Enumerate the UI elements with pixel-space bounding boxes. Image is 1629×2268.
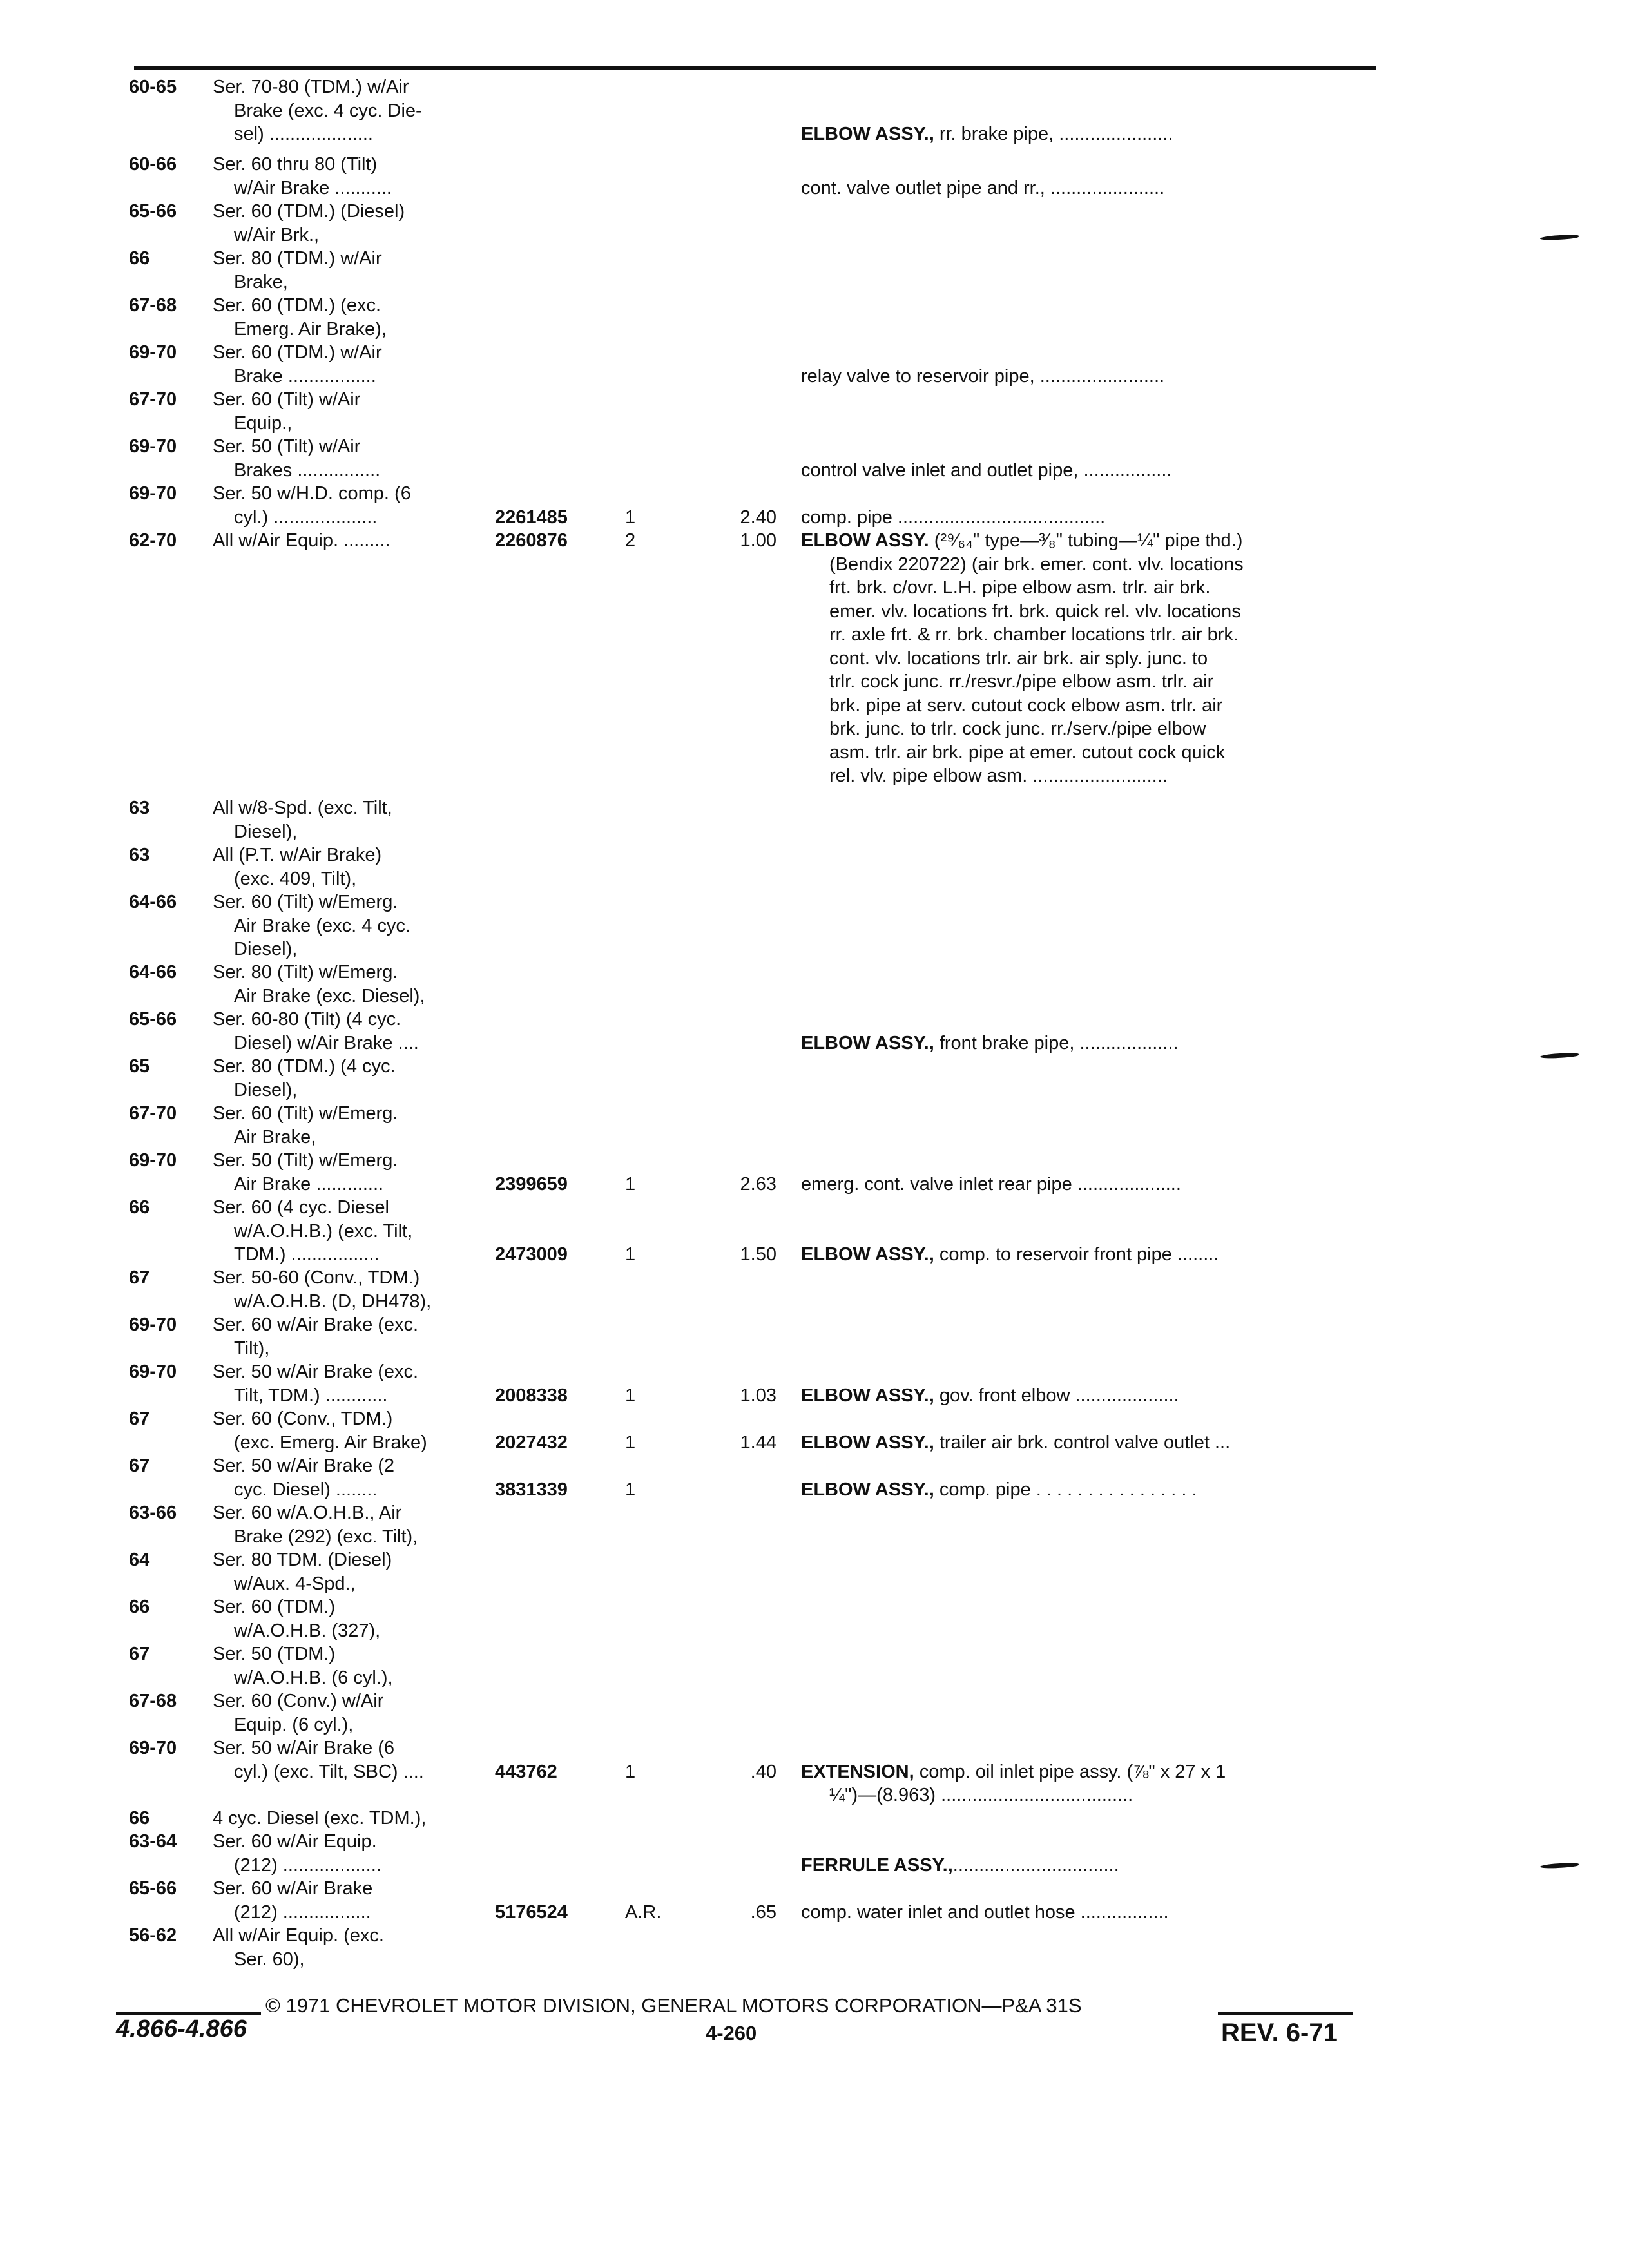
application-line: (212) ................... (234, 1854, 381, 1876)
application-line: Ser. 60 (Conv., TDM.) (213, 1408, 393, 1429)
model-year: 67-70 (129, 389, 177, 410)
item-detail: frt. brk. c/ovr. L.H. pipe elbow asm. trlr. air brk. (829, 577, 1211, 598)
application-line: cyl.) .................... (234, 506, 378, 528)
model-year: 65 (129, 1056, 150, 1077)
item-detail: comp. pipe ........................................ (801, 506, 1106, 528)
footer-revision: REV. 6-71 (1221, 2019, 1338, 2047)
application-line: All w/Air Equip. (exc. (213, 1925, 384, 1946)
model-year: 66 (129, 1197, 150, 1218)
application-line: Ser. 60 (Conv.) w/Air (213, 1691, 384, 1711)
application (213, 843, 490, 890)
model-year: 63-66 (129, 1503, 177, 1523)
application-line: Ser. 50 (Tilt) w/Air (213, 436, 361, 457)
application-line: (212) ................. (234, 1901, 371, 1923)
application-line: Ser. 50 w/H.D. comp. (6 (213, 483, 411, 504)
description-line (801, 1783, 1374, 1807)
application-line: Ser. 80 (Tilt) w/Emerg. (213, 962, 398, 983)
item-detail: (Bendix 220722) (air brk. emer. cont. vlv. locations (829, 553, 1244, 575)
description (801, 1901, 1374, 1925)
item-detail: emer. vlv. locations frt. brk. quick rel. vlv. locations (829, 601, 1241, 622)
footer-page-number: 4-260 (706, 2022, 757, 2044)
item-detail: brk. junc. to trlr. cock junc. rr./serv./pipe elbow (829, 718, 1206, 739)
part-number: 2260876 (495, 530, 568, 551)
footer-copyright-line (116, 1994, 1373, 2017)
part-number: 443762 (495, 1761, 557, 1782)
description-line (801, 365, 1374, 389)
application (213, 1149, 490, 1196)
footer-copyright: © 1971 CHEVROLET MOTOR DIVISION, GENERAL MOTORS CORPORATION—P&A 31S (265, 1994, 1082, 2017)
description-line (801, 576, 1374, 600)
application-line: All w/Air Equip. ......... (213, 530, 390, 551)
model-year: 64 (129, 1550, 150, 1570)
description (801, 1431, 1374, 1455)
application-line: Ser. 60 (Tilt) w/Air (213, 389, 361, 410)
item-name: ELBOW ASSY., (801, 1032, 934, 1053)
part-number: 2399659 (495, 1173, 568, 1195)
part-number: 2008338 (495, 1385, 568, 1406)
description (801, 1243, 1374, 1267)
item-detail: (²⁹⁄₆₄" type—³⁄₈" tubing—¼" pipe thd.) (929, 530, 1243, 551)
item-detail: comp. pipe . . . . . . . . . . . . . . . . (934, 1479, 1197, 1500)
list-price: 2.63 (740, 1173, 776, 1195)
application-line: Ser. 60-80 (Tilt) (4 cyc. (213, 1009, 401, 1030)
application-line: Brakes ................ (234, 459, 381, 481)
margin-tick-mark (1540, 234, 1579, 241)
list-price: 1.00 (740, 530, 776, 551)
application-line: (exc. 409, Tilt), (234, 868, 357, 889)
application-line: Ser. 60 (Tilt) w/Emerg. (213, 892, 398, 912)
item-detail: emerg. cont. valve inlet rear pipe .................... (801, 1173, 1181, 1195)
model-year: 67 (129, 1644, 150, 1664)
application (213, 200, 490, 247)
application-line: w/Air Brake ........... (234, 177, 392, 198)
model-year: 66 (129, 1808, 150, 1829)
model-year: 69-70 (129, 342, 177, 363)
application (213, 1008, 490, 1055)
application (213, 1102, 490, 1149)
application-line: (exc. Emerg. Air Brake) (234, 1432, 427, 1453)
description (801, 177, 1374, 200)
application-line: All w/8-Spd. (exc. Tilt, (213, 798, 392, 818)
item-name: ELBOW ASSY. (801, 530, 929, 551)
application (213, 1454, 490, 1501)
item-detail: ................................ (952, 1854, 1119, 1876)
application (213, 388, 490, 435)
application (213, 1736, 490, 1783)
description-line (801, 647, 1374, 671)
application (213, 1595, 490, 1642)
model-year: 63 (129, 798, 150, 818)
application-line: w/A.O.H.B. (6 cyl.), (234, 1667, 393, 1688)
application-line: Brake (292) (exc. Tilt), (234, 1526, 418, 1547)
description-line (801, 553, 1374, 577)
application (213, 75, 490, 146)
model-year: 67 (129, 1408, 150, 1429)
description (801, 1032, 1374, 1055)
list-price: 1.03 (740, 1385, 776, 1406)
model-year: 65-66 (129, 1009, 177, 1030)
application (213, 796, 490, 843)
application-line: Diesel) w/Air Brake .... (234, 1032, 419, 1053)
item-detail: rel. vlv. pipe elbow asm. .......................... (829, 765, 1168, 786)
margin-tick-mark (1540, 1862, 1579, 1869)
application-line: Ser. 60 (TDM.) (exc. (213, 295, 381, 316)
item-detail: control valve inlet and outlet pipe, ................. (801, 459, 1172, 481)
description (801, 1478, 1374, 1502)
application (213, 1877, 490, 1924)
quantity: 2 (625, 530, 636, 551)
application (213, 294, 490, 341)
application-line: Ser. 60 w/A.O.H.B., Air (213, 1503, 402, 1523)
list-price: .40 (750, 1761, 776, 1782)
application-line: Ser. 60 (Tilt) w/Emerg. (213, 1103, 398, 1124)
application (213, 482, 490, 529)
application-line: Emerg. Air Brake), (234, 318, 387, 340)
application-line: Ser. 80 TDM. (Diesel) (213, 1550, 392, 1570)
model-year: 62-70 (129, 530, 177, 551)
application-line: w/A.O.H.B. (D, DH478), (234, 1291, 432, 1312)
model-year: 66 (129, 248, 150, 269)
model-year: 66 (129, 1597, 150, 1617)
application (213, 1830, 490, 1877)
application (213, 1266, 490, 1313)
margin-tick-mark (1540, 1052, 1579, 1059)
quantity: 1 (625, 1385, 636, 1406)
application-line: Ser. 50-60 (Conv., TDM.) (213, 1267, 420, 1288)
part-number: 5176524 (495, 1901, 568, 1923)
quantity: 1 (625, 1173, 636, 1195)
application-line: Ser. 60 w/Air Equip. (213, 1831, 377, 1852)
footer-group-number: 4.866-4.866 (116, 2015, 247, 2042)
item-detail: ¼")—(8.963) ..................................... (829, 1785, 1133, 1805)
item-detail: comp. to reservoir front pipe ........ (934, 1244, 1219, 1265)
application-line: Brake (exc. 4 cyc. Die- (234, 100, 422, 121)
description (801, 365, 1374, 389)
description (801, 529, 1374, 788)
part-number: 3831339 (495, 1479, 568, 1500)
description (801, 1384, 1374, 1408)
description-line (801, 670, 1374, 694)
application-line: Ser. 60 (4 cyc. Diesel (213, 1197, 389, 1218)
application (213, 1642, 490, 1689)
application-line: Ser. 60 (TDM.) (Diesel) (213, 201, 405, 222)
application (213, 1055, 490, 1102)
application-line: Brake ................. (234, 365, 376, 387)
model-year: 67 (129, 1456, 150, 1476)
application (213, 1196, 490, 1267)
description (801, 1760, 1374, 1807)
application-line: w/Aux. 4-Spd., (234, 1573, 356, 1594)
application-line: Ser. 50 (TDM.) (213, 1644, 336, 1664)
application (213, 529, 490, 553)
application (213, 153, 490, 200)
top-rule (134, 66, 1376, 70)
item-detail: relay valve to reservoir pipe, ........................ (801, 365, 1165, 387)
application (213, 1313, 490, 1360)
application-line: Equip. (6 cyl.), (234, 1714, 354, 1735)
model-year: 67 (129, 1267, 150, 1288)
description-line (801, 623, 1374, 647)
model-year: 65-66 (129, 1878, 177, 1899)
description (801, 122, 1374, 146)
item-detail: trailer air brk. control valve outlet ... (934, 1432, 1231, 1453)
item-name: FERRULE ASSY., (801, 1854, 953, 1876)
description-line (801, 1901, 1374, 1925)
application-line: Ser. 50 w/Air Brake (2 (213, 1456, 395, 1476)
model-year: 69-70 (129, 1738, 177, 1758)
description-line (801, 764, 1374, 788)
application-line: Ser. 60), (234, 1948, 305, 1970)
application-line: Ser. 50 w/Air Brake (exc. (213, 1361, 419, 1382)
description (801, 506, 1374, 530)
part-number: 2473009 (495, 1244, 568, 1265)
description-line (801, 122, 1374, 146)
model-year: 60-66 (129, 154, 177, 175)
application-line: TDM.) ................. (234, 1244, 380, 1265)
footer-rule-right (1218, 2012, 1353, 2015)
application-line: Diesel), (234, 939, 298, 959)
application (213, 1548, 490, 1595)
model-year: 63-64 (129, 1831, 177, 1852)
description-line (801, 1032, 1374, 1055)
item-detail: cont. vlv. locations trlr. air brk. air sply. junc. to (829, 648, 1208, 669)
application (213, 1360, 490, 1407)
model-year: 56-62 (129, 1925, 177, 1946)
item-detail: comp. oil inlet pipe assy. (⅞" x 27 x 1 (914, 1761, 1226, 1782)
item-detail: rr. axle frt. & rr. brk. chamber locations trlr. air brk. (829, 624, 1239, 645)
description (801, 1854, 1374, 1878)
model-year: 67-68 (129, 1691, 177, 1711)
model-year: 63 (129, 845, 150, 865)
description-line (801, 1431, 1374, 1455)
quantity: 1 (625, 506, 636, 528)
application-line: Brake, (234, 271, 288, 293)
application-line: Ser. 80 (TDM.) w/Air (213, 248, 382, 269)
description-line (801, 1384, 1374, 1408)
description-line (801, 1243, 1374, 1267)
application-line: Ser. 60 (TDM.) (213, 1597, 336, 1617)
list-price: 1.44 (740, 1432, 776, 1453)
application (213, 1501, 490, 1548)
item-detail: front brake pipe, ................... (934, 1032, 1179, 1053)
description-line (801, 1173, 1374, 1196)
application (213, 961, 490, 1008)
application-line: Ser. 60 w/Air Brake (exc. (213, 1314, 419, 1335)
description (801, 459, 1374, 483)
application (213, 890, 490, 961)
part-number: 2261485 (495, 506, 568, 528)
application (213, 1407, 490, 1454)
application-line: Ser. 80 (TDM.) (4 cyc. (213, 1056, 396, 1077)
item-name: ELBOW ASSY., (801, 1432, 934, 1453)
item-name: ELBOW ASSY., (801, 1385, 934, 1406)
model-year: 67-68 (129, 295, 177, 316)
description-line (801, 177, 1374, 200)
item-detail: asm. trlr. air brk. pipe at emer. cutout cock quick (829, 742, 1226, 763)
item-name: EXTENSION, (801, 1761, 914, 1782)
application-line: Ser. 50 (Tilt) w/Emerg. (213, 1150, 398, 1171)
application-line: w/Air Brk., (234, 224, 320, 245)
application-line: sel) .................... (234, 124, 373, 144)
application-line: Diesel), (234, 1079, 298, 1100)
quantity: 1 (625, 1244, 636, 1265)
description (801, 1173, 1374, 1196)
quantity: 1 (625, 1432, 636, 1453)
model-year: 67-70 (129, 1103, 177, 1124)
application (213, 1689, 490, 1736)
application (213, 247, 490, 294)
description-line (801, 600, 1374, 624)
application (213, 435, 490, 482)
item-detail: comp. water inlet and outlet hose ................. (801, 1901, 1169, 1923)
application-line: Ser. 60 thru 80 (Tilt) (213, 154, 378, 175)
description-line (801, 741, 1374, 765)
application-line: Air Brake ............. (234, 1173, 384, 1195)
part-number: 2027432 (495, 1432, 568, 1453)
application-line: w/A.O.H.B. (327), (234, 1620, 381, 1641)
description-line (801, 1854, 1374, 1878)
application-line: All (P.T. w/Air Brake) (213, 845, 382, 865)
description-line (801, 529, 1374, 553)
application-line: Tilt, TDM.) ............ (234, 1385, 388, 1406)
application (213, 1924, 490, 1971)
application-line: 4 cyc. Diesel (exc. TDM.), (213, 1808, 427, 1829)
item-detail: gov. front elbow .................... (934, 1385, 1179, 1406)
list-price: .65 (750, 1901, 776, 1923)
model-year: 69-70 (129, 1361, 177, 1382)
model-year: 69-70 (129, 436, 177, 457)
application-line: w/A.O.H.B.) (exc. Tilt, (234, 1220, 413, 1242)
application-line: Air Brake (exc. Diesel), (234, 985, 425, 1006)
quantity: 1 (625, 1761, 636, 1782)
application-line: Ser. 50 w/Air Brake (6 (213, 1738, 395, 1758)
model-year: 64-66 (129, 892, 177, 912)
model-year: 64-66 (129, 962, 177, 983)
item-detail: rr. brake pipe, ...................... (934, 124, 1173, 144)
item-name: ELBOW ASSY., (801, 1479, 934, 1500)
application-line: Air Brake, (234, 1126, 316, 1148)
application-line: Ser. 60 w/Air Brake (213, 1878, 373, 1899)
list-price: 2.40 (740, 506, 776, 528)
application-line: Air Brake (exc. 4 cyc. (234, 915, 410, 936)
application (213, 1807, 490, 1831)
application-line: Ser. 70-80 (TDM.) w/Air (213, 77, 409, 97)
application-line: cyl.) (exc. Tilt, SBC) .... (234, 1761, 424, 1782)
application-line: Diesel), (234, 821, 298, 842)
application-line: Equip., (234, 412, 293, 434)
model-year: 65-66 (129, 201, 177, 222)
list-price: 1.50 (740, 1244, 776, 1265)
item-name: ELBOW ASSY., (801, 1244, 934, 1265)
item-detail: cont. valve outlet pipe and rr., ...................... (801, 177, 1165, 198)
description-line (801, 459, 1374, 483)
item-detail: trlr. cock junc. rr./resvr./pipe elbow asm. trlr. air (829, 671, 1214, 692)
description-line (801, 506, 1374, 530)
model-year: 69-70 (129, 483, 177, 504)
application-line: Tilt), (234, 1338, 270, 1359)
description-line (801, 1760, 1374, 1784)
application (213, 341, 490, 388)
application-line: Ser. 60 (TDM.) w/Air (213, 342, 382, 363)
description-line (801, 717, 1374, 741)
footer-rule-left (116, 2012, 261, 2015)
quantity: A.R. (625, 1901, 662, 1923)
application-line: cyc. Diesel) ........ (234, 1479, 378, 1500)
description-line (801, 1478, 1374, 1502)
model-year: 69-70 (129, 1150, 177, 1171)
item-detail: brk. pipe at serv. cutout cock elbow asm. trlr. air (829, 695, 1223, 716)
model-year: 60-65 (129, 77, 177, 97)
description-line (801, 694, 1374, 718)
model-year: 69-70 (129, 1314, 177, 1335)
quantity: 1 (625, 1479, 636, 1500)
item-name: ELBOW ASSY., (801, 124, 934, 144)
